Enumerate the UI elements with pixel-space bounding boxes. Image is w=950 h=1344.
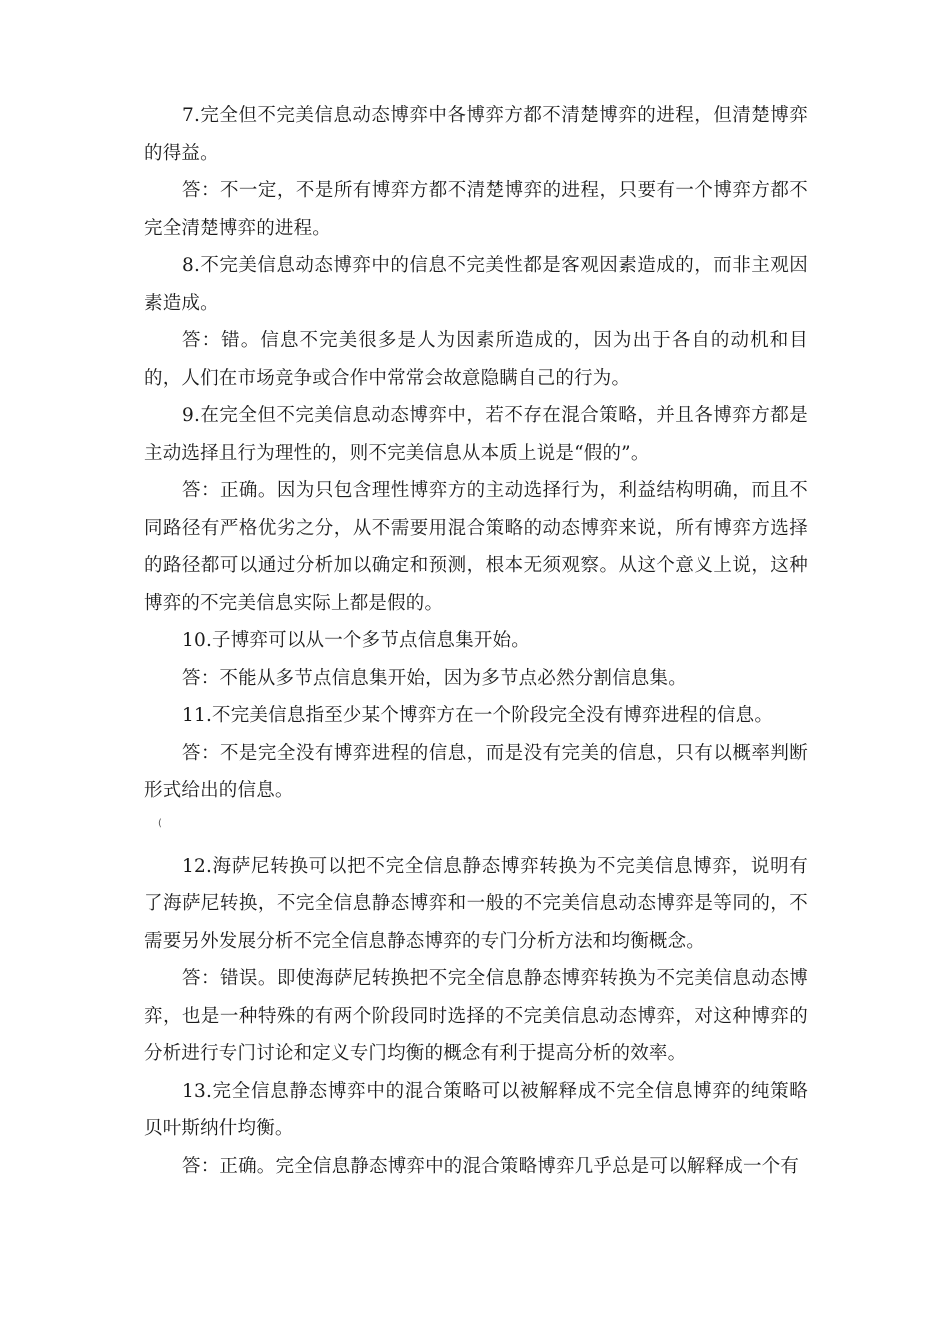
answer-8: 答：错。信息不完美很多是人为因素所造成的，因为出于各自的动机和目的，人们在市场竞争或合作中常常会故意隐瞒自己的行为。 bbox=[144, 330, 808, 389]
answer-11: 答：不是完全没有博弈进程的信息，而是没有完美的信息，只有以概率判断形式给出的信息。 bbox=[144, 742, 808, 801]
answer-7: 答：不一定，不是所有博弈方都不清楚博弈的进程，只要有一个博弈方都不完全清楚博弈的进程。 bbox=[144, 180, 808, 239]
answer-10: 答：不能从多节点信息集开始，因为多节点必然分割信息集。 bbox=[182, 667, 687, 689]
question-7: 7.完全但不完美信息动态博弈中各博弈方都不清楚博弈的进程，但清楚博弈的得益。 bbox=[144, 105, 808, 164]
answer-12: 答：错误。即使海萨尼转换把不完全信息静态博弈转换为不完美信息动态博弈，也是一种特殊的有两个阶段同时选择的不完美信息动态博弈，对这种博弈的分析进行专门讨论和定义专门均衡的概念有利于提高分析的效率。 bbox=[144, 968, 808, 1064]
answer-13: 答：正确。完全信息静态博弈中的混合策略博弈几乎总是可以解释成一个有 bbox=[182, 1155, 800, 1177]
question-11: 11.不完美信息指至少某个博弈方在一个阶段完全没有博弈进程的信息。 bbox=[182, 705, 774, 726]
paragraph-gap bbox=[144, 810, 808, 848]
question-10: 10.子博弈可以从一个多节点信息集开始。 bbox=[182, 630, 530, 651]
stray-mark: ( bbox=[158, 817, 162, 829]
document-page bbox=[144, 97, 808, 1185]
question-13: 13.完全信息静态博弈中的混合策略可以被解释成不完全信息博弈的纯策略贝叶斯纳什均衡。 bbox=[144, 1080, 808, 1139]
question-9: 9.在完全但不完美信息动态博弈中，若不存在混合策略，并且各博弈方都是主动选择且行为理性的，则不完美信息从本质上说是“假的”。 bbox=[144, 405, 808, 464]
question-12: 12.海萨尼转换可以把不完全信息静态博弈转换为不完美信息博弈，说明有了海萨尼转换，不完全信息静态博弈和一般的不完美信息动态博弈是等同的，不需要另外发展分析不完全信息静态博弈的专门分析方法和均衡概念。 bbox=[144, 855, 808, 952]
answer-9: 答：正确。因为只包含理性博弈方的主动选择行为，利益结构明确，而且不同路径有严格优劣之分，从不需要用混合策略的动态博弈来说，所有博弈方选择的路径都可以通过分析加以确定和预测，根本无须观察。从这个意义上说，这种博弈的不完美信息实际上都是假的。 bbox=[144, 480, 808, 614]
question-8: 8.不完美信息动态博弈中的信息不完美性都是客观因素造成的，而非主观因素造成。 bbox=[144, 255, 808, 314]
